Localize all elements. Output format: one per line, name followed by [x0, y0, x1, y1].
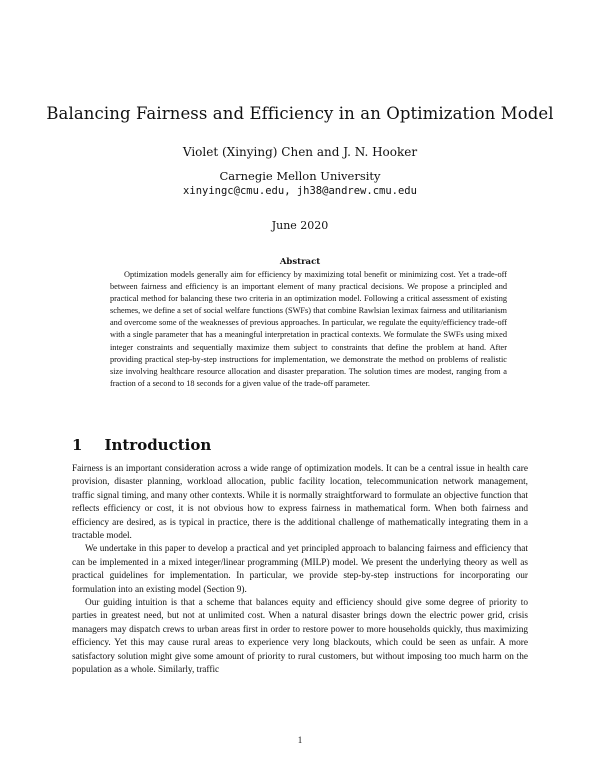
page-number: 1 — [297, 735, 303, 745]
section-body — [72, 463, 528, 678]
section-number: 1 — [72, 436, 83, 454]
paper-title: Balancing Fairness and Efficiency in an Optimization Model — [46, 104, 554, 123]
paper-date: June 2020 — [271, 219, 329, 232]
body-paragraph: Fairness is an important consideration across a wide range of optimization models. It can be a central issue in health care provision, disaster planning, workload allocation, public facility location, telecommunication network management, traffic signal timing, and many other contexts. While it is normally straightforward to formulate an objective function that reflects efficiency or cost, it is not obvious how to express fairness in mathematical form. When both fairness and efficiency are desired, as is typical in practice, there is the additional challenge of mathematically integrating them in a tractable model. — [72, 464, 528, 542]
affiliation: Carnegie Mellon University — [219, 169, 381, 183]
section-heading — [72, 436, 211, 454]
author-emails: xinyingc@cmu.edu, jh38@andrew.cmu.edu — [183, 185, 417, 197]
section-title: Introduction — [104, 436, 212, 454]
body-paragraph: Our guiding intuition is that a scheme that balances equity and efficiency should give some degree of priority to parties in greatest need, but not at unlimited cost. When a natural disaster brings down the electric power grid, crisis managers may dispatch crews to urban areas first in order to restore power to more households quickly, thus maximizing efficiency. Yet this may cause rural areas to experience very long blackouts, which could be seen as unfair. A more satisfactory solution might give some amount of priority to rural customers, but without imposing too much harm on the population as a whole. Similarly, traffic — [72, 598, 528, 676]
abstract-heading: Abstract — [279, 257, 321, 267]
abstract-text: Optimization models generally aim for efficiency by maximizing total benefit or minimizing cost. Yet a trade-off between fairness and efficiency is an important element of many practical decisions. We propose a principled and practical method for balancing these two criteria in an optimization model. Following a critical assessment of existing schemes, we define a set of social welfare functions (SWFs) that combine Rawlsian leximax fairness and utilitarianism and overcome some of the weaknesses of previous approaches. In particular, we regulate the equity/efficiency trade-off with a single parameter that has a meaningful interpretation in practical contexts. We formulate the SWFs using mixed integer constraints and sequentially maximize them subject to constraints that define the problem at hand. After providing practical step-by-step instructions for implementation, we demonstrate the method on problems of realistic size involving healthcare resource allocation and disaster preparation. The solution times are modest, ranging from a fraction of a second to 18 seconds for a given value of the trade-off parameter. — [110, 270, 507, 388]
body-paragraph: We undertake in this paper to develop a practical and yet principled approach to balancing fairness and efficiency that can be implemented in a mixed integer/linear programming (MILP) model. We present the underlying theory as well as practical guidelines for implementation. In particular, we provide step-by-step instructions for incorporating our formulation into an existing model (Section 9). — [72, 544, 528, 595]
paper-authors: Violet (Xinying) Chen and J. N. Hooker — [182, 145, 418, 159]
